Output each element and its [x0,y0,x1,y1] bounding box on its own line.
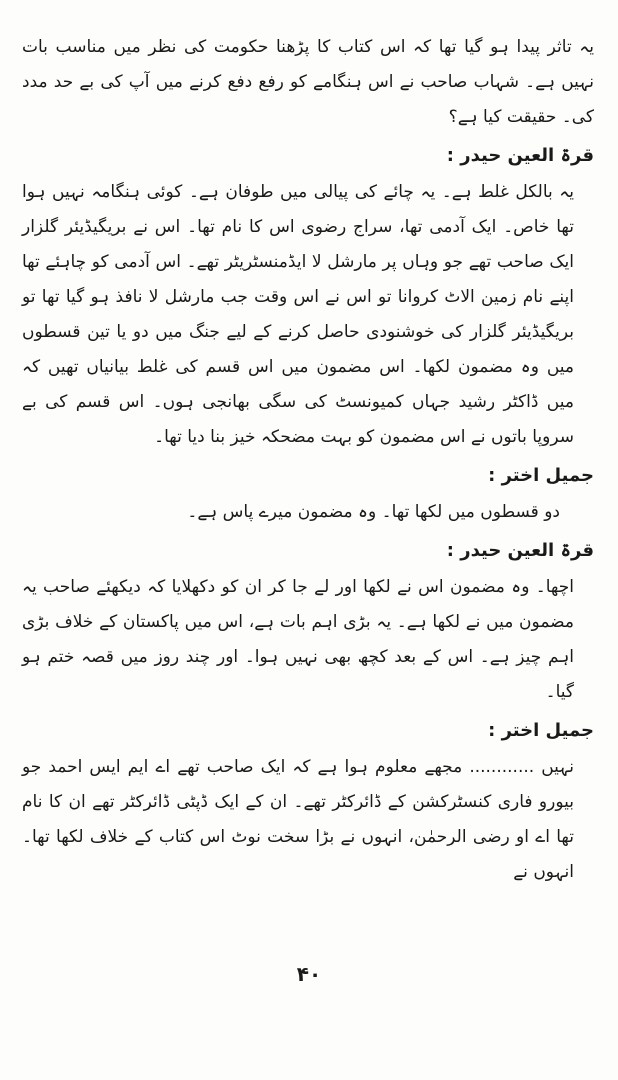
dialogue-text: اچھا۔ وہ مضمون اس نے لکھا اور لے جا کر ان کو دکھلایا کہ دیکھئے صاحب یہ مضمون میں نے لکھا ہے۔ یہ بڑی اہم بات ہے، اس میں پاکستان کے خلاف بڑی اہم چیز ہے۔ اس کے بعد کچھ بھی نہیں ہوا۔ اور چند روز میں قصہ ختم ہو گیا۔ [22,577,574,702]
dialogue-text: دو قسطوں میں لکھا تھا۔ وہ مضمون میرے پاس ہے۔ [187,502,560,522]
dialogue-text: نہیں ............ مجھے معلوم ہوا ہے کہ ایک صاحب تھے اے ایم ایس احمد جو بیورو فاری کنسٹرکشن کے ڈائرکٹر تھے۔ ان کے ایک ڈپٹی ڈائرکٹر تھے ان کا نام تھا اے او رضی الرحمٰن، انہوں نے بڑا سخت نوٹ اس کتاب کے خلاف لکھا تھا۔ انہوں نے [22,757,574,882]
page-number: ۴۰ [296,962,322,986]
dialogue-text: یہ بالکل غلط ہے۔ یہ چائے کی پیالی میں طوفان ہے۔ کوئی ہنگامہ نہیں ہوا تھا خاص۔ ایک آدمی تھا، سراج رضوی اس کا نام تھا۔ اس نے بریگیڈیئر گلزار ایک صاحب تھے جو وہاں پر مارشل لا ایڈمنسٹریٹر تھے۔ اس آدمی کو چاہئے تھا اپنے نام زمین الاٹ کروانا تو اس نے اس وقت جب مارشل لا نافذ ہو گیا تھا تو بریگیڈیئر گلزار کی خوشنودی حاصل کرنے کے لیے جنگ میں دو یا تین قسطوں میں وہ مضمون لکھا۔ اس مضمون میں اس قسم کی غلط بیانیاں تھیں کہ میں ڈاکٹر رشید جہاں کمیونسٹ کی سگی بھانجی ہوں۔ اس قسم کی بے سروپا باتوں نے اس مضمون کو بہت مضحکہ خیز بنا دیا تھا۔ [22,182,574,447]
speaker-heading: قرۃ العین حیدر : [446,540,594,561]
opening-paragraph: یہ تاثر پیدا ہو گیا تھا کہ اس کتاب کا پڑھنا حکومت کی نظر میں مناسب بات نہیں ہے۔ شہاب صاحب نے اس ہنگامے کو رفع دفع کرنے میں آپ کی بے حد مدد کی۔ حقیقت کیا ہے؟ [22,37,594,127]
speaker-heading: قرۃ العین حیدر : [446,145,594,166]
speaker-heading: جمیل اختر : [488,720,594,741]
speaker-heading: جمیل اختر : [488,465,594,486]
